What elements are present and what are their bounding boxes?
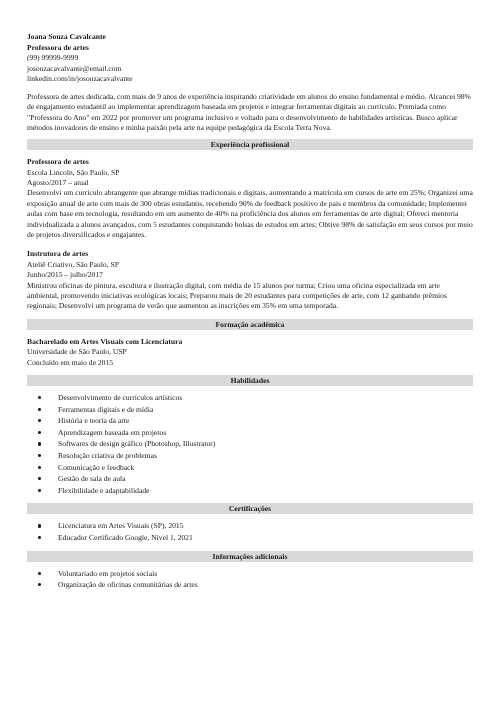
skill-text: Desenvolvimento de currículos artísticos <box>58 393 183 403</box>
list-item <box>27 392 473 404</box>
bullet-icon <box>38 419 41 422</box>
certification-text: Licenciatura em Artes Visuais (SP), 2015 <box>58 521 184 531</box>
bullet-icon <box>38 583 41 586</box>
job-entry <box>27 157 473 240</box>
bullet-icon <box>38 396 41 399</box>
additional-info-list <box>27 568 473 591</box>
job-title: Professora de artes <box>27 157 89 167</box>
job-period: Agosto/2017 – atual <box>27 177 89 187</box>
job-employer: Escola Lincoln, São Paulo, SP <box>27 167 120 177</box>
list-item <box>27 579 473 591</box>
professional-summary: Professora de artes dedicada, com mais de 9 anos de experiência inspirando criatividade em alunos do ensino fundamental e médio. Alcancei 98% de engajamento estudantil ao implementar aprendizagem baseada em projetos e integrar ferramentas digitais ao currículo. Premiada como "Professora do Ano" em 2022 por promover um programa inclusivo e voltado para o desenvolvimento de habilidades artísticas. Busco aplicar métodos inovadores de ensino e minha paixão pela arte na equipe pedagógica da Escola Terra Nova. <box>27 91 471 132</box>
list-item <box>27 427 473 439</box>
job-employer: Ateliê Criativo, São Paulo, SP <box>27 259 119 269</box>
section-heading-education: Formação acadêmica <box>27 319 473 330</box>
additional-info-text: Organização de oficinas comunitárias de artes <box>58 580 198 590</box>
candidate-name: Joana Souza Cavalcante <box>27 32 106 41</box>
degree-title: Bacharelado em Artes Visuais com Licenciatura <box>27 336 183 346</box>
section-heading-experience: Experiência profissional <box>27 139 473 150</box>
skills-list <box>27 392 473 496</box>
bullet-icon <box>38 454 41 457</box>
job-entry <box>27 249 473 311</box>
list-item <box>27 568 473 580</box>
completion-date: Concluído em maio de 2015 <box>27 357 114 367</box>
section-heading-additional-info: Informações adicionais <box>27 551 473 562</box>
candidate-role: Professora de artes <box>27 42 89 52</box>
list-item <box>27 473 473 485</box>
bullet-icon <box>38 477 41 480</box>
linkedin-url: linkedin.com/in/josouzacavalvante <box>27 74 133 84</box>
certifications-list <box>27 520 473 543</box>
skill-text: Aprendizagem baseada em projetos <box>58 427 167 437</box>
bullet-icon <box>38 536 41 539</box>
list-item <box>27 520 473 532</box>
contact-header <box>27 32 473 85</box>
job-title: Instrutora de artes <box>27 249 89 259</box>
list-item <box>27 415 473 427</box>
bullet-icon <box>38 466 41 469</box>
skill-text: História e teoria da arte <box>58 416 130 426</box>
additional-info-text: Voluntariado em projetos sociais <box>58 568 158 578</box>
skill-text: Softwares de design gráfico (Photoshop, Illustrator) <box>58 439 216 449</box>
job-description: Desenvolvi um currículo abrangente que abrange mídias tradicionais e digitais, aumentando a matrícula em cursos de arte em 25%; Organizei uma exposição anual de arte com mais de 300 obras estudantis, recebendo 90% de feedback positivo de pais e membros da comunidade; Implementei aulas com base em tecnologia, resultando em um aumento de 40% na proficiência dos alunos em ferramentas de arte digital; Ofereci mentoria individualizada a alunos avançados, com 5 estudantes conquistando bolsas de estudos em artes; Obtive 98% de satisfação em seus cursos por meio de projetos diversificados e engajantes. <box>27 188 473 239</box>
section-heading-skills: Habilidades <box>27 375 473 386</box>
bullet-icon <box>38 572 41 575</box>
job-description: Ministrou oficinas de pintura, escultura e ilustração digital, com média de 15 alunos por turma; Criou uma oficina especializada em arte ambiental, promovendo iniciativas ecológicas locais; Preparou mais de 20 estudantes para competições de arte, com 12 ganhando prêmios regionais; Desenvolvi um programa de verão que aumentou as inscrições em 35% em uma temporada. <box>27 280 447 311</box>
bullet-icon <box>38 489 41 492</box>
bullet-icon <box>38 442 41 445</box>
list-item <box>27 532 473 544</box>
education-entry <box>27 337 473 368</box>
list-item <box>27 485 473 497</box>
bullet-icon <box>38 431 41 434</box>
job-period: Junho/2015 – julho/2017 <box>27 270 103 280</box>
skill-text: Resolução criativa de problemas <box>58 451 157 461</box>
list-item <box>27 438 473 450</box>
list-item <box>27 462 473 474</box>
certification-text: Educador Certificado Google, Nível 1, 2021 <box>58 533 193 542</box>
list-item <box>27 404 473 416</box>
skill-text: Comunicação e feedback <box>58 462 135 472</box>
bullet-icon <box>38 524 41 527</box>
institution: Universidade de São Paulo, USP <box>27 347 127 357</box>
bullet-icon <box>38 408 41 411</box>
skill-text: Gestão de sala de aula <box>58 474 126 484</box>
section-heading-certifications: Certificações <box>27 503 473 514</box>
skill-text: Ferramentas digitais e de mídia <box>58 404 154 414</box>
email-address: josouzacavalvante@email.com <box>27 63 122 73</box>
skill-text: Flexibilidade e adaptabilidade <box>58 485 150 495</box>
list-item <box>27 450 473 462</box>
phone-number: (99) 99999-9999 <box>27 53 79 63</box>
